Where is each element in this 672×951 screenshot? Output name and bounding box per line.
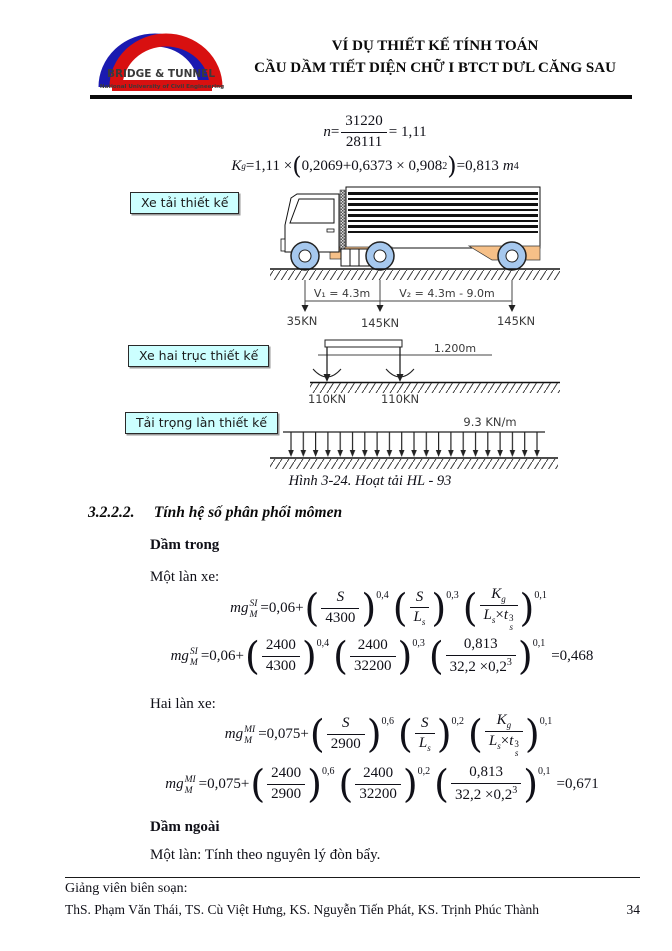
girder-inner-heading: Dầm trong [150,537,220,553]
fraction-term: ( $\frac{0,813}{32,2 \times 0,2^3}$ ) 0,1 [428,633,546,678]
eq-kg-inner: 0,2069+0,6373 × 0,908 [301,157,443,174]
fraction-term: ( $\frac{2400}{32200}$ ) 0,3 [333,633,425,678]
axle-spacing-1: V₁ = 4.3m [313,287,371,300]
logo-banner-text: National University of Civil Engineering [99,84,225,90]
lane-diagram-label: Tải trọng làn thiết kế [125,412,278,434]
lane-load-value: 9.3 KN/m [463,415,517,429]
eq-pre: =0,06+ [260,599,304,616]
footer-label: Giảng viên biên soạn: [65,881,188,896]
tandem-load-1: 110KN [307,392,347,406]
logo-arch-text: BRIDGE & TUNNEL [106,68,216,80]
eq-pre: =0,075+ [258,725,309,742]
eq-n-equals: = [330,123,340,140]
fraction-term: ( $\frac{0,813}{32,2 \times 0,2^3}$ ) 0,1 [434,761,551,806]
one-lane-label: Một làn xe: [150,569,220,585]
eq-n-result: = 1,11 [388,123,427,140]
mg-base: mg [230,599,249,616]
axle-load-3: 145KN [496,314,536,328]
axle-load-1: 35KN [286,314,318,328]
tandem-load-2: 110KN [380,392,420,406]
fraction-term: ( $\frac{2400}{32200}$ ) 0,2 [338,761,431,806]
right-paren: ) [447,151,457,180]
page-number: 34 [626,902,640,917]
eq-pre: =0,075+ [198,775,250,792]
outer-note: Một làn: Tính theo nguyên lý đòn bẩy. [150,847,381,863]
eq-n-lhs: n [323,123,331,140]
fraction-term: ( $\frac{2400}{4300}$ ) 0,4 [245,633,330,678]
eq-result: =0,671 [556,775,599,792]
mg-base: mg [165,775,184,792]
ground-hatch [270,458,558,469]
fraction-term: ( $\frac{S}{L_s}$ ) 0,2 [398,711,465,756]
equation-mg-si-symbolic: mg SI M =0,06+ ( $\frac{S}{4300}$ ) 0,4 ( $\frac{S}{L_s}$ ) 0,3 ( $K_g$ $L_s\times t$ 3 s ) 0,1 [230,585,547,633]
eq-kg-unit: m [502,157,514,174]
truck-diagram-label: Xe tải thiết kế [130,192,239,214]
eq-kg-base: K [231,157,242,174]
equation-kg: K g =1,11 × ( 0,2069+0,6373 × 0,908 2 ) =0,813 m 4 [231,151,519,180]
section-title: Tính hệ số phân phối mômen [153,504,343,521]
mg-base: mg [170,647,189,664]
fraction-term: ( $\frac{S}{2900}$ ) 0,6 [309,711,395,756]
fraction-term: ( $K_g$ $L_s\times t$ 3 s ) 0,1 [462,585,547,633]
fraction-term: ( $\frac{2400}{2900}$ ) 0,6 [250,761,335,806]
fraction-term: ( $K_g$ $L_s\times t$ 3 s ) 0,1 [468,711,553,759]
axle-spacing-2: V₂ = 4.3m - 9.0m [399,287,495,300]
eq-result: =0,468 [551,647,594,664]
eq-n-fraction: $\frac{31220}{28111}$ [341,113,387,151]
footer-authors: ThS. Phạm Văn Thái, TS. Cù Việt Hưng, KS. Nguyễn Tiến Phát, KS. Trịnh Phúc Thành [65,902,540,917]
footer-authors-row [65,902,640,918]
section-number: 3.2.2.2. [88,504,135,521]
equation-mg-mi-numeric: mg MI M =0,075+ ( $\frac{2400}{2900}$ ) 0,6 ( $\frac{2400}{32200}$ ) 0,2 ( $\frac{0,813}{32,2 \times 0,2^3}$ ) 0,1 =0,671 [165,761,599,806]
footer-rule [65,877,640,878]
two-lane-label: Hai làn xe: [150,696,216,712]
axle-load-2: 145KN [360,316,400,330]
tandem-diagram-label: Xe hai trục thiết kế [128,345,269,367]
title-line-1: VÍ DỤ THIẾT KẾ TÍNH TOÁN [331,38,539,54]
eq-kg-mid: =1,11 × [245,157,293,174]
tandem-spacing: 1.200m [433,342,477,355]
fraction-term: ( $\frac{S}{4300}$ ) 0,4 [304,585,389,630]
girder-outer-heading: Dầm ngoài [150,819,220,835]
title-line-2: CẦU DẦM TIẾT DIỆN CHỮ I BTCT DƯL CĂNG SAU [254,59,616,76]
equation-mg-si-numeric: mg SI M =0,06+ ( $\frac{2400}{4300}$ ) 0,4 ( $\frac{2400}{32200}$ ) 0,3 ( $\frac{0,813}{32,2 \times 0,2^3}$ ) 0,1 =0,468 [170,633,594,678]
equation-mg-mi-symbolic: mg MI M =0,075+ ( $\frac{S}{2900}$ ) 0,6 ( $\frac{S}{L_s}$ ) 0,2 ( $K_g$ $L_s\times t$ 3 s ) 0,1 [224,711,553,759]
section-heading [88,504,608,522]
lane-load-arrows [285,432,543,457]
mg-base: mg [224,725,244,742]
eq-pre: =0,06+ [200,647,245,664]
left-paren: ( [292,151,302,180]
figure-caption: Hình 3-24. Hoạt tải HL - 93 [288,473,452,489]
fraction-term: ( $\frac{S}{L_s}$ ) 0,3 [392,585,459,630]
eq-kg-result: =0,813 [456,157,499,174]
